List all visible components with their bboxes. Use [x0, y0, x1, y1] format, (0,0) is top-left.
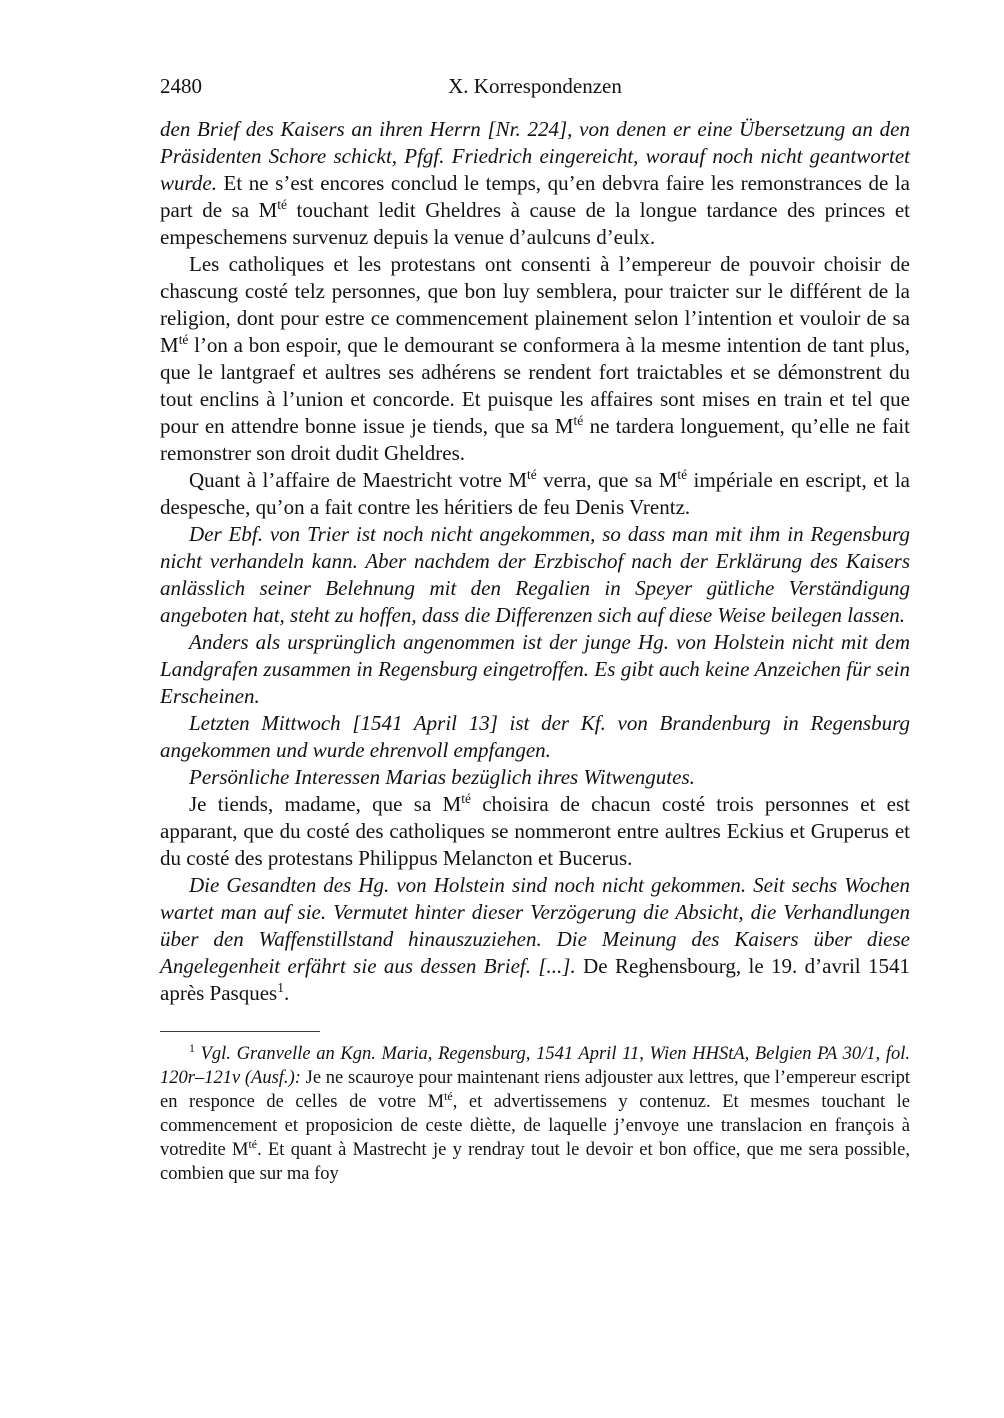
text-run: Je tiends, madame, que sa M	[189, 792, 462, 816]
paragraph	[160, 521, 910, 629]
text-run: ne tardera longuement, qu’elle ne fait remonstrer son droit dudit Gheldres.	[160, 414, 910, 465]
italic-run: den Brief des Kaisers an ihren Herrn [Nr. 224], von denen er eine Übersetzung an den Präsidenten Schore schickt, Pfgf. Friedrich eingereicht, worauf noch nicht geantwortet wurde.	[160, 117, 910, 195]
footnote-paragraph	[160, 1042, 910, 1186]
paragraph	[160, 116, 910, 251]
italic-run: Anders als ursprünglich angenommen ist der junge Hg. von Holstein nicht mit dem Landgrafen zusammen in Regensburg eingetroffen. Es gibt auch keine Anzeichen für sein Erscheinen.	[160, 630, 910, 708]
paragraph	[160, 467, 910, 521]
running-head	[160, 72, 910, 100]
text-run: , et advertissemens y contenuz. Et mesmes touchant le commencement et proposicion de ceste diètte, de laquelle j’envoye une translacion en françois à votredite M	[160, 1092, 911, 1160]
text-run: .	[283, 981, 290, 1005]
italic-run: Vgl. Granvelle an Kgn. Maria, Regensburg, 1541 April 11, Wien HHStA, Belgien PA 30/1, fol. 120r–121v (Ausf.):	[160, 1044, 911, 1088]
italic-run: Der Ebf. von Trier ist noch nicht angekommen, so dass man mit ihm in Regensburg nicht verhandeln kann. Aber nachdem der Erzbischof nach der Erklärung des Kaisers anlässlich seiner Belehnung mit den Regalien in Speyer gütliche Verständigung angeboten hat, steht zu hoffen, dass die Differenzen sich auf diese Weise beilegen lassen.	[160, 522, 910, 627]
text-run: De Reghensbourg, le 19. d’avril 1541 après Pasques	[160, 954, 910, 1005]
text-run: impériale en escript, et la despesche, qu’on a fait contre les héritiers de feu Denis Vrentz.	[160, 468, 910, 519]
superscript-marker: té	[573, 413, 584, 428]
superscript-marker: té	[277, 197, 287, 212]
superscript-marker: té	[248, 1136, 258, 1151]
text-run: . Et quant à Mastrecht je y rendray tout le devoir et bon office, que me sera possible, combien que sur ma foy	[160, 1140, 910, 1184]
superscript-marker: té	[444, 1088, 453, 1103]
italic-run: Persönliche Interessen Marias bezüglich ihres Witwengutes.	[189, 765, 695, 789]
paragraph	[160, 251, 910, 467]
section-title: X. Korrespondenzen	[448, 74, 622, 98]
body-text	[160, 116, 910, 1007]
paragraph	[160, 872, 910, 1007]
text-run: l’on a bon espoir, que le demourant se conformera à la mesme intention de tant plus, que le lantgraef et aultres ses adhérens se rendent fort traictables et se démonstrent du tout enclins à l’union et concorde. Et puisque les affaires sont mises en train et tel que pour en attendre bonne issue je tiends, que sa M	[160, 333, 910, 438]
superscript-marker: 1	[189, 1040, 195, 1055]
text-run: touchant ledit Gheldres à cause de la longue tardance des princes et empeschemens survenuz depuis la venue d’aulcuns d’eulx.	[160, 198, 910, 249]
superscript-marker: 1	[277, 980, 284, 995]
page-number: 2480	[160, 74, 202, 98]
text-run: verra, que sa M	[536, 468, 678, 492]
superscript-marker: té	[461, 791, 471, 806]
paragraph	[160, 710, 910, 764]
paragraph	[160, 764, 910, 791]
italic-run: Letzten Mittwoch [1541 April 13] ist der Kf. von Brandenburg in Regensburg angekommen und wurde ehrenvoll empfangen.	[160, 711, 910, 762]
text-run: choisira de chacun costé trois personnes et est apparant, que du costé des catholiques se nommeront entre aultres Eckius et Gruperus et du costé des protestans Philippus Melancton et Bucerus.	[160, 792, 910, 870]
footnote-text	[160, 1042, 910, 1186]
italic-run: Die Gesandten des Hg. von Holstein sind noch nicht gekommen. Seit sechs Wochen wartet man auf sie. Vermutet hinter dieser Verzögerung die Absicht, die Verhandlungen über den Waffenstillstand hinauszuziehen. Die Meinung des Kaisers über diese Angelegenheit erfährt sie aus dessen Brief. [...].	[160, 873, 910, 978]
paragraph	[160, 629, 910, 710]
superscript-marker: té	[178, 332, 189, 347]
text-run: Les catholiques et les protestans ont consenti à l’empereur de pouvoir choisir de chascung costé telz personnes, que bon luy semblera, pour traicter sur le différent de la religion, dont pour estre ce commencement plainement selon l’intention et vouloir de sa M	[160, 252, 910, 357]
text-run: Et ne s’est encores conclud le temps, qu’en debvra faire les remonstrances de la part de sa M	[160, 171, 910, 222]
text-run: Quant à l’affaire de Maestricht votre M	[189, 468, 528, 492]
superscript-marker: té	[527, 467, 537, 482]
superscript-marker: té	[677, 467, 688, 482]
footnote-divider	[160, 1031, 320, 1032]
text-run: Je ne scauroye pour maintenant riens adjouster aux lettres, que l’empereur escript en responce de celles de votre M	[160, 1068, 910, 1112]
paragraph	[160, 791, 910, 872]
